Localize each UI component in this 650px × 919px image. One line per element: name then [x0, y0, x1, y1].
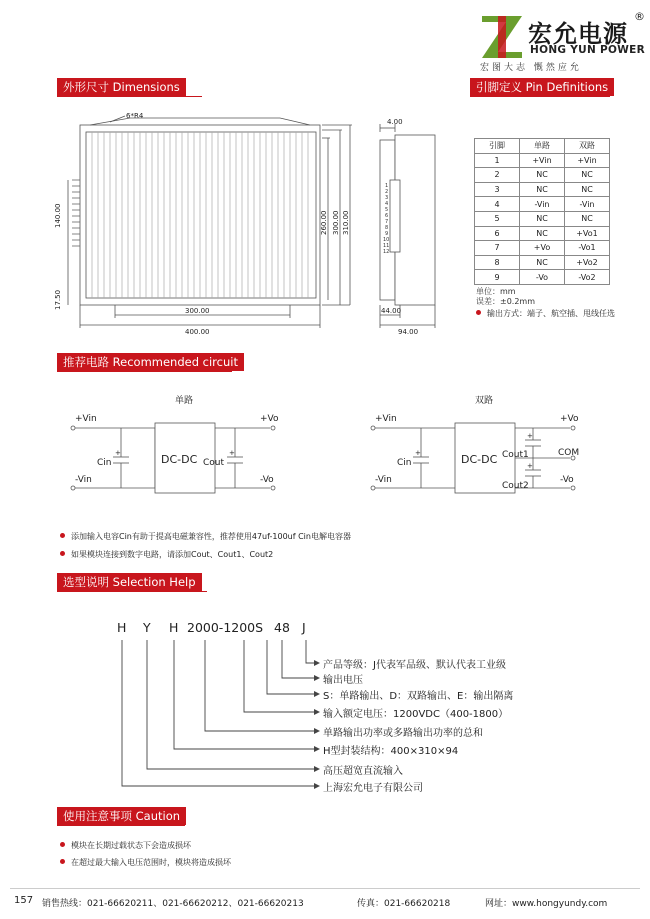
- vo-neg-label: -Vo: [560, 475, 574, 485]
- pin-cell: NC: [565, 211, 610, 226]
- pin-number: 12: [383, 249, 390, 255]
- circuit-note: [60, 531, 351, 542]
- selection-desc-output-voltage: 输出电压: [323, 675, 363, 686]
- brand-name-en: HONG YUN POWER: [530, 44, 646, 56]
- section-line: [470, 96, 610, 97]
- dim-310: 310.00: [342, 210, 350, 235]
- footer-fax: 传真：021-66620218: [357, 899, 451, 909]
- selection-desc-grade: 产品等级：J代表军品级、默认代表工业级: [323, 660, 506, 671]
- radius-label: 6*R4: [126, 112, 144, 120]
- pin-cell: +Vo1: [565, 226, 610, 241]
- output-note: [476, 308, 615, 319]
- pin-number: 8: [385, 225, 389, 231]
- pin-cell: -Vo1: [565, 241, 610, 256]
- table-row: [475, 182, 610, 197]
- dim-94: 94.00: [398, 328, 419, 336]
- bullet-icon: [476, 310, 481, 315]
- pin-number: 10: [383, 237, 390, 243]
- pin-header-cell: 引脚: [475, 139, 520, 154]
- cout2-label: Cout2: [502, 481, 529, 491]
- bullet-icon: [60, 842, 65, 847]
- cout1-label: Cout1: [502, 450, 529, 460]
- single-title: 单路: [175, 396, 194, 406]
- selection-desc-input-voltage: 输入额定电压：1200VDC（400-1800）: [323, 709, 509, 720]
- pin-cell: -Vo2: [565, 270, 610, 285]
- footer-hotline: 销售热线：021-66620211、021-66620212、021-66620213: [42, 899, 304, 909]
- section-title-pin-definitions: 引脚定义 Pin Definitions: [470, 78, 614, 96]
- pin-cell: +Vin: [565, 153, 610, 168]
- pin-number: 11: [383, 243, 390, 249]
- dimension-drawing: [50, 110, 470, 340]
- dim-300-height: 300.00: [332, 210, 340, 235]
- cout-label: Cout: [203, 458, 225, 468]
- cout2-plus: +: [527, 462, 533, 470]
- selection-desc-input-type: 高压超宽直流输入: [323, 766, 403, 777]
- pin-table-header: [475, 139, 610, 154]
- code-part-power-voltage: 2000-1200S: [187, 620, 264, 635]
- pin-number: 3: [385, 195, 389, 201]
- pin-number: 9: [385, 231, 389, 237]
- pin-cell: -Vin: [520, 197, 565, 212]
- vo-neg-label: -Vo: [260, 475, 274, 485]
- code-part-h1: H: [117, 620, 127, 635]
- caution-note-text: 在超过最大输入电压范围时，模块将造成损坏: [71, 858, 231, 867]
- output-note-text: 输出方式：端子、航空插、甩线任选: [487, 309, 615, 318]
- section-title-recommended-circuit: 推荐电路 Recommended circuit: [57, 353, 244, 371]
- pin-cell: NC: [520, 168, 565, 183]
- pin-cell: 3: [475, 182, 520, 197]
- vin-pos-label: +Vin: [375, 414, 397, 424]
- unit-note: 单位：mm: [476, 287, 516, 296]
- selection-desc-power: 单路输出功率或多路输出功率的总和: [323, 728, 483, 739]
- pin-cell: 5: [475, 211, 520, 226]
- footer-line: [10, 888, 640, 889]
- dim-44: 44.00: [381, 307, 402, 315]
- pin-cell: NC: [520, 182, 565, 197]
- pin-cell: 8: [475, 255, 520, 270]
- vin-pos-label: +Vin: [75, 414, 97, 424]
- circuit-note: [60, 549, 273, 560]
- pin-cell: +Vo: [520, 241, 565, 256]
- vin-neg-label: -Vin: [375, 475, 392, 485]
- footer-website[interactable]: 网址：www.hongyundy.com: [485, 899, 608, 909]
- pin-cell: NC: [565, 168, 610, 183]
- section-line: [57, 825, 185, 826]
- pin-cell: NC: [520, 211, 565, 226]
- pin-number: 5: [385, 207, 389, 213]
- caution-note: [60, 840, 191, 851]
- table-row: [475, 168, 610, 183]
- cin-label: Cin: [97, 458, 112, 468]
- cin-plus: +: [415, 449, 421, 457]
- dual-title: 双路: [475, 396, 494, 406]
- circuit-note-text: 如果模块连接到数字电路，请添加Cout、Cout1、Cout2: [71, 550, 274, 559]
- table-row: [475, 153, 610, 168]
- bullet-icon: [60, 859, 65, 864]
- bullet-icon: [60, 551, 65, 556]
- dim-300-width: 300.00: [185, 307, 210, 315]
- pin-number: 1: [385, 183, 389, 189]
- dim-4: 4.00: [387, 118, 403, 126]
- code-part-output-voltage: 48: [274, 620, 290, 635]
- pin-cell: +Vo2: [565, 255, 610, 270]
- tolerance-note: 误差：±0.2mm: [476, 297, 536, 306]
- pin-number: 6: [385, 213, 389, 219]
- table-row: [475, 197, 610, 212]
- vo-pos-label: +Vo: [560, 414, 579, 424]
- cin-label: Cin: [397, 458, 412, 468]
- selection-desc-output-type: S：单路输出、D：双路输出、E：输出隔离: [323, 691, 514, 702]
- section-title-selection-help: 选型说明 Selection Help: [57, 573, 202, 591]
- dcdc-box-label: DC-DC: [461, 453, 498, 466]
- caution-note: [60, 857, 231, 868]
- pin-cell: 6: [475, 226, 520, 241]
- pin-cell: 7: [475, 241, 520, 256]
- brand-name-cn: 宏允电源: [528, 20, 628, 48]
- table-row: [475, 241, 610, 256]
- section-line: [57, 371, 232, 372]
- pin-cell: 9: [475, 270, 520, 285]
- section-title-caution: 使用注意事项 Caution: [57, 807, 186, 825]
- pin-number: 2: [385, 189, 389, 195]
- table-row: [475, 211, 610, 226]
- cin-plus: +: [115, 449, 121, 457]
- code-part-h2: H: [169, 620, 179, 635]
- circuit-note-text: 添加输入电容Cin有助于提高电磁兼容性，推荐使用47uf-100uf Cin电解电容器: [71, 532, 351, 541]
- brand-logo-icon: [478, 12, 526, 60]
- table-row: [475, 270, 610, 285]
- page-number: 157: [14, 895, 34, 906]
- section-line: [57, 96, 202, 97]
- bullet-icon: [60, 533, 65, 538]
- brand-logo: [478, 8, 648, 73]
- registered-mark: ®: [634, 10, 645, 23]
- pin-cell: -Vo: [520, 270, 565, 285]
- selection-desc-package: H型封装结构：400×310×94: [323, 746, 459, 757]
- selection-leaders: [110, 636, 320, 796]
- pin-table: [474, 138, 610, 285]
- table-row: [475, 255, 610, 270]
- dim-17-50: 17.50: [54, 289, 62, 310]
- section-line: [57, 591, 207, 592]
- brand-slogan: 宏图大志 慨然应允: [480, 63, 582, 73]
- cout1-plus: +: [527, 432, 533, 440]
- code-part-y: Y: [143, 620, 151, 635]
- pin-cell: 2: [475, 168, 520, 183]
- pin-header-cell: 单路: [520, 139, 565, 154]
- vin-neg-label: -Vin: [75, 475, 92, 485]
- table-row: [475, 226, 610, 241]
- cout-plus: +: [229, 449, 235, 457]
- dim-260: 260.00: [320, 210, 328, 235]
- section-title-dimensions: 外形尺寸 Dimensions: [57, 78, 186, 96]
- pin-cell: -Vin: [565, 197, 610, 212]
- pin-cell: NC: [520, 226, 565, 241]
- circuit-diagrams: [55, 385, 615, 520]
- pin-header-cell: 双路: [565, 139, 610, 154]
- selection-desc-company: 上海宏允电子有限公司: [323, 783, 423, 794]
- code-part-grade: J: [302, 620, 306, 635]
- pin-number: 7: [385, 219, 389, 225]
- pin-cell: 1: [475, 153, 520, 168]
- com-label: COM: [558, 448, 580, 458]
- dcdc-box-label: DC-DC: [161, 453, 198, 466]
- vo-pos-label: +Vo: [260, 414, 279, 424]
- pin-cell: NC: [565, 182, 610, 197]
- pin-cell: 4: [475, 197, 520, 212]
- pin-cell: NC: [520, 255, 565, 270]
- pin-cell: +Vin: [520, 153, 565, 168]
- pin-number: 4: [385, 201, 389, 207]
- caution-note-text: 模块在长期过载状态下会造成损坏: [71, 841, 191, 850]
- dim-140: 140.00: [54, 203, 62, 228]
- dim-400: 400.00: [185, 328, 210, 336]
